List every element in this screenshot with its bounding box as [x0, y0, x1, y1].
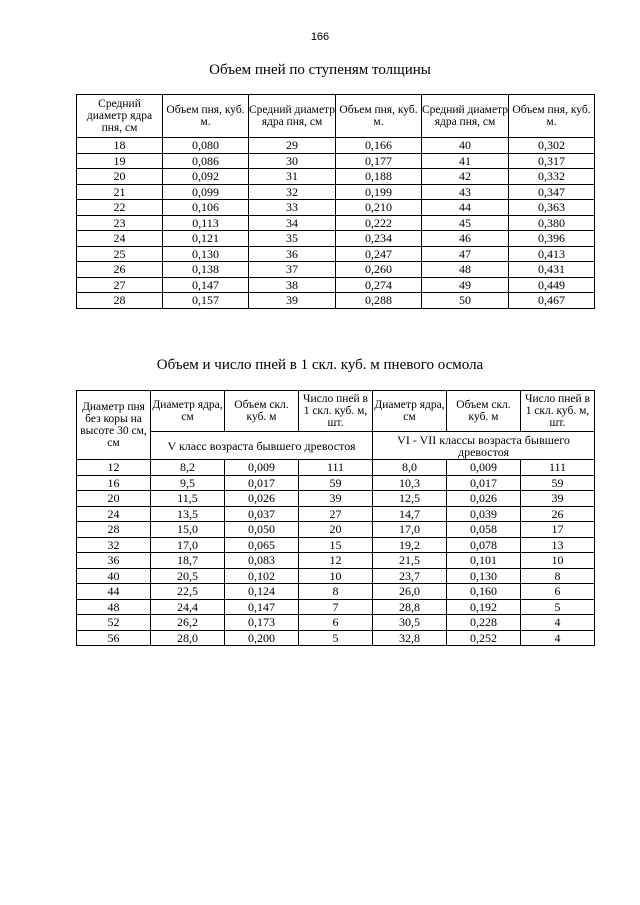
table-cell: 0,124 [225, 584, 299, 600]
table-cell: 18,7 [151, 553, 225, 569]
table1-header-cell: Средний диаметр ядра пня, см [77, 95, 163, 138]
table-cell: 0,058 [447, 522, 521, 538]
table-cell: 0,130 [447, 568, 521, 584]
table-cell: 18 [77, 138, 163, 154]
table-cell: 31 [249, 169, 336, 185]
table-cell: 6 [521, 584, 595, 600]
table-cell: 0,260 [336, 262, 422, 278]
table-cell: 0,037 [225, 506, 299, 522]
table-cell: 7 [299, 599, 373, 615]
table-cell: 32 [249, 184, 336, 200]
table-cell: 8,2 [151, 460, 225, 476]
table-cell: 0,092 [163, 169, 249, 185]
table-cell: 11,5 [151, 491, 225, 507]
table2-group-row [77, 432, 595, 460]
table-cell: 0,200 [225, 630, 299, 646]
table-cell: 0,332 [509, 169, 595, 185]
table-cell: 0,026 [225, 491, 299, 507]
table-cell: 30 [249, 153, 336, 169]
table-cell: 48 [77, 599, 151, 615]
table-cell: 0,157 [163, 293, 249, 309]
table-cell: 52 [77, 615, 151, 631]
table-cell: 4 [521, 615, 595, 631]
table-cell: 5 [299, 630, 373, 646]
table-cell: 0,160 [447, 584, 521, 600]
table-cell: 19 [77, 153, 163, 169]
table-cell: 0,017 [447, 475, 521, 491]
table2-first-header: Диаметр пня без коры на высоте 30 см, см [77, 391, 151, 460]
table2-group-vi-vii: VI - VII классы возраста бывшего древостоя [373, 432, 595, 460]
table-cell: 0,222 [336, 215, 422, 231]
table-row [77, 293, 595, 309]
table-cell: 27 [77, 277, 163, 293]
table-cell: 39 [299, 491, 373, 507]
table-cell: 10,3 [373, 475, 447, 491]
table2-header-cell: Диаметр ядра, см [151, 391, 225, 432]
table-cell: 0,199 [336, 184, 422, 200]
table-row [77, 184, 595, 200]
table-cell: 41 [422, 153, 509, 169]
table-cell: 0,017 [225, 475, 299, 491]
table2-header-cell: Диаметр ядра, см [373, 391, 447, 432]
table-cell: 0,274 [336, 277, 422, 293]
table-row [77, 153, 595, 169]
table-row [77, 553, 595, 569]
table-cell: 59 [521, 475, 595, 491]
table2-header-row [77, 391, 595, 432]
table1-header-cell: Средний диаметр ядра пня, см [422, 95, 509, 138]
table-cell: 17,0 [151, 537, 225, 553]
table-cell: 22,5 [151, 584, 225, 600]
table-cell: 10 [299, 568, 373, 584]
table-cell: 40 [422, 138, 509, 154]
table-cell: 24 [77, 506, 151, 522]
table-cell: 15,0 [151, 522, 225, 538]
table-cell: 13,5 [151, 506, 225, 522]
stump-count-table [76, 390, 595, 646]
table-cell: 0,026 [447, 491, 521, 507]
table-cell: 0,039 [447, 506, 521, 522]
table-cell: 10 [521, 553, 595, 569]
table-row [77, 491, 595, 507]
table-cell: 0,396 [509, 231, 595, 247]
table-cell: 0,065 [225, 537, 299, 553]
table-cell: 5 [521, 599, 595, 615]
table-cell: 8,0 [373, 460, 447, 476]
table-cell: 20 [77, 169, 163, 185]
table-cell: 0,247 [336, 246, 422, 262]
table-row [77, 599, 595, 615]
stump-volume-table [76, 94, 595, 309]
table-cell: 4 [521, 630, 595, 646]
table-row [77, 615, 595, 631]
table-cell: 26,2 [151, 615, 225, 631]
table-cell: 0,078 [447, 537, 521, 553]
table-cell: 17,0 [373, 522, 447, 538]
table-row [77, 215, 595, 231]
table-cell: 23 [77, 215, 163, 231]
table-cell: 0,288 [336, 293, 422, 309]
table-cell: 28 [77, 522, 151, 538]
table-cell: 0,130 [163, 246, 249, 262]
table-cell: 0,347 [509, 184, 595, 200]
table-cell: 21 [77, 184, 163, 200]
table-cell: 8 [299, 584, 373, 600]
table1-title: Объем пней по ступеням толщины [209, 62, 431, 78]
table-cell: 33 [249, 200, 336, 216]
table-cell: 36 [249, 246, 336, 262]
table-row [77, 246, 595, 262]
table-cell: 0,173 [225, 615, 299, 631]
table-cell: 22 [77, 200, 163, 216]
table2-header-cell: Объем скл. куб. м [225, 391, 299, 432]
table-cell: 15 [299, 537, 373, 553]
table-cell: 48 [422, 262, 509, 278]
table2-header-cell: Число пней в 1 скл. куб. м, шт. [521, 391, 595, 432]
table-cell: 39 [249, 293, 336, 309]
table-cell: 12 [77, 460, 151, 476]
table-cell: 0,009 [447, 460, 521, 476]
table1-header-row [77, 95, 595, 138]
table-cell: 26,0 [373, 584, 447, 600]
table-cell: 23,7 [373, 568, 447, 584]
table1-header-cell: Объем пня, куб. м. [163, 95, 249, 138]
table-row [77, 630, 595, 646]
table2-header-cell: Число пней в 1 скл. куб. м, шт. [299, 391, 373, 432]
table-row [77, 231, 595, 247]
table-row [77, 460, 595, 476]
table-cell: 28 [77, 293, 163, 309]
table-cell: 0,413 [509, 246, 595, 262]
table-cell: 21,5 [373, 553, 447, 569]
table-cell: 0,086 [163, 153, 249, 169]
table-cell: 0,228 [447, 615, 521, 631]
table-cell: 38 [249, 277, 336, 293]
table-cell: 43 [422, 184, 509, 200]
table-row [77, 537, 595, 553]
table-cell: 0,147 [163, 277, 249, 293]
table-cell: 17 [521, 522, 595, 538]
table-cell: 12 [299, 553, 373, 569]
table-cell: 35 [249, 231, 336, 247]
table2-header-cell: Объем скл. куб. м [447, 391, 521, 432]
table-cell: 0,252 [447, 630, 521, 646]
table-cell: 24 [77, 231, 163, 247]
table-cell: 20 [299, 522, 373, 538]
table-cell: 0,102 [225, 568, 299, 584]
table-cell: 0,009 [225, 460, 299, 476]
table-row [77, 568, 595, 584]
table-cell: 0,188 [336, 169, 422, 185]
table-cell: 14,7 [373, 506, 447, 522]
table-cell: 20 [77, 491, 151, 507]
table-cell: 111 [521, 460, 595, 476]
table1-header-cell: Средний диаметр ядра пня, см [249, 95, 336, 138]
table-cell: 0,101 [447, 553, 521, 569]
table-cell: 27 [299, 506, 373, 522]
table2-group-v: V класс возраста бывшего древостоя [151, 432, 373, 460]
table-cell: 0,147 [225, 599, 299, 615]
table1-header-cell: Объем пня, куб. м. [509, 95, 595, 138]
table-row [77, 200, 595, 216]
table-cell: 20,5 [151, 568, 225, 584]
table-cell: 49 [422, 277, 509, 293]
table-cell: 0,192 [447, 599, 521, 615]
table-cell: 44 [77, 584, 151, 600]
table-cell: 16 [77, 475, 151, 491]
table-cell: 36 [77, 553, 151, 569]
table-row [77, 277, 595, 293]
table-cell: 26 [521, 506, 595, 522]
table-cell: 37 [249, 262, 336, 278]
table-cell: 0,083 [225, 553, 299, 569]
table-row [77, 169, 595, 185]
table-row [77, 506, 595, 522]
table-cell: 0,449 [509, 277, 595, 293]
table-cell: 0,113 [163, 215, 249, 231]
table-cell: 34 [249, 215, 336, 231]
table-row [77, 262, 595, 278]
table-cell: 42 [422, 169, 509, 185]
page-number: 166 [310, 31, 330, 43]
table-cell: 0,106 [163, 200, 249, 216]
table-cell: 0,121 [163, 231, 249, 247]
table-cell: 0,080 [163, 138, 249, 154]
table-cell: 111 [299, 460, 373, 476]
table-cell: 6 [299, 615, 373, 631]
table-cell: 32,8 [373, 630, 447, 646]
table-cell: 0,166 [336, 138, 422, 154]
table-cell: 0,302 [509, 138, 595, 154]
table-cell: 0,380 [509, 215, 595, 231]
table-cell: 0,363 [509, 200, 595, 216]
table-cell: 24,4 [151, 599, 225, 615]
table-row [77, 475, 595, 491]
table-cell: 0,099 [163, 184, 249, 200]
table-cell: 40 [77, 568, 151, 584]
table-cell: 30,5 [373, 615, 447, 631]
table-cell: 32 [77, 537, 151, 553]
table-cell: 25 [77, 246, 163, 262]
table-cell: 45 [422, 215, 509, 231]
table-cell: 46 [422, 231, 509, 247]
table-row [77, 584, 595, 600]
table2-title: Объем и число пней в 1 скл. куб. м пневого осмола [156, 357, 484, 373]
table-cell: 28,0 [151, 630, 225, 646]
table-cell: 0,138 [163, 262, 249, 278]
table-cell: 50 [422, 293, 509, 309]
table-cell: 47 [422, 246, 509, 262]
table-row [77, 138, 595, 154]
table-cell: 0,050 [225, 522, 299, 538]
table-cell: 0,431 [509, 262, 595, 278]
table-row [77, 522, 595, 538]
table-cell: 39 [521, 491, 595, 507]
table-cell: 13 [521, 537, 595, 553]
table-cell: 19,2 [373, 537, 447, 553]
table1-header-cell: Объем пня, куб. м. [336, 95, 422, 138]
table-cell: 12,5 [373, 491, 447, 507]
table-cell: 26 [77, 262, 163, 278]
table-cell: 56 [77, 630, 151, 646]
table-cell: 29 [249, 138, 336, 154]
table-cell: 0,317 [509, 153, 595, 169]
table-cell: 28,8 [373, 599, 447, 615]
table-cell: 0,177 [336, 153, 422, 169]
table-cell: 8 [521, 568, 595, 584]
table-cell: 59 [299, 475, 373, 491]
table-cell: 0,210 [336, 200, 422, 216]
table-cell: 0,234 [336, 231, 422, 247]
table-cell: 0,467 [509, 293, 595, 309]
table-cell: 44 [422, 200, 509, 216]
table-cell: 9,5 [151, 475, 225, 491]
